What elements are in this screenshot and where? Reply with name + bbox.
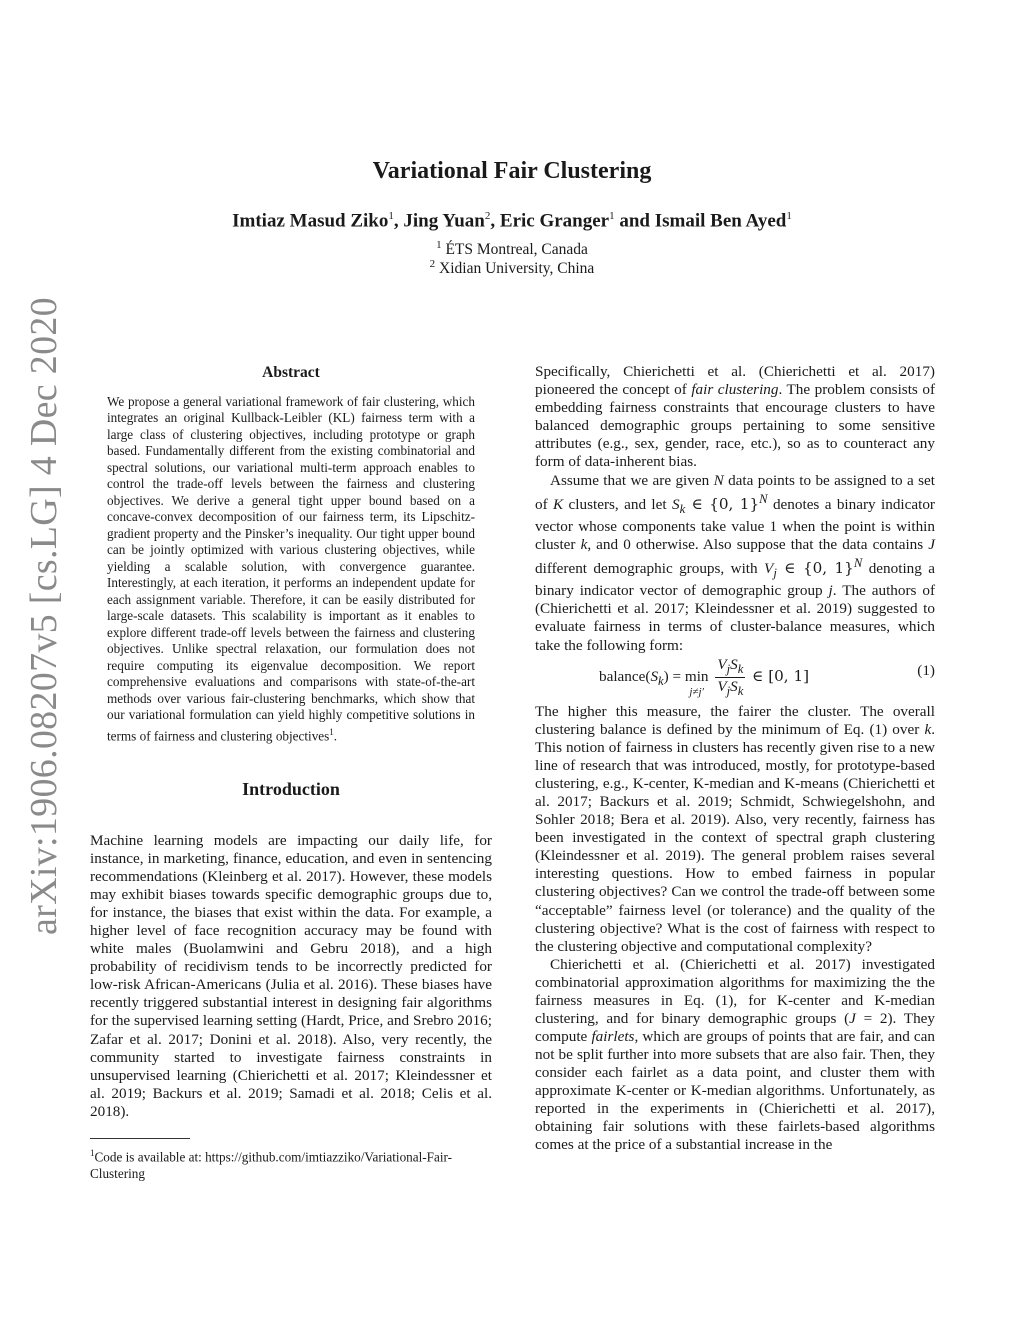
text-run: different demographic groups, with (535, 560, 765, 578)
paragraph (535, 472, 935, 655)
paragraph (535, 703, 935, 956)
text-run: , which are groups of points that are fair, and can not be split further into more subsets that are also fair. Then, they consider each fairlet as a data point, and cluster them with approximate K-center or K-median algorithms. Unfortunately, as reported in the experiments in (Chierichetti et al. 2017), obtaining fair solutions with these fairlets-based algorithms comes at the price of a substantial increase in the (535, 1027, 935, 1154)
emphasis: fair clustering (691, 381, 779, 399)
affiliation-mark: 1 (436, 239, 442, 251)
affiliation-text: ÉTS Montreal, Canada (445, 241, 588, 259)
math-symbol: S (650, 668, 659, 686)
text-run: Assume that we are given (550, 471, 714, 489)
author-affil-mark: 1 (609, 210, 615, 222)
math-symbol: V (717, 678, 727, 696)
affiliation-text: Xidian University, China (439, 260, 595, 278)
math-expression: ∈ {0, 1} (685, 494, 760, 513)
math-subscript: k (658, 674, 664, 689)
text-run: = 2). They compute (535, 1009, 935, 1045)
right-column-top (535, 363, 935, 655)
text-run: . This notion of fairness in clusters has recently given rise to a new line of research that was introduced, mostly, for prototype-based clustering, e.g., K-center, K-median and K-means (Chierichetti et al. 2017; Backurs et al. 2019; Schmidt, Schwiegelshohn, and Sohler 2018; Bera et al. 2019). Also, very recently, fairness has been investigated in the context of spectral graph clustering (Kleindessner et al. 2019). The general problem raises several interesting questions. How to embed fairness in popular clustering objectives? Can we control the trade-off between some “acceptable” fairness level (or tolerance) and the quality of the clustering objective? What is the cost of fairness with respect to the clustering objective and computational complexity? (535, 721, 935, 955)
author-name: Jing Yuan (403, 210, 485, 232)
right-column-bottom (535, 703, 935, 1154)
math-subscript: k (737, 662, 744, 677)
text-run: . The problem consists of embedding fairness constraints that encourage clusters to have balanced demographic groups pertaining to some sensitive attributes (e.g., sex, gender, race, etc.), so as to counteract any form of data-inherent bias. (535, 381, 935, 471)
math-subscript: j (773, 566, 777, 581)
paragraph (535, 363, 935, 472)
footnote (90, 1145, 494, 1182)
equation-balance (535, 646, 935, 699)
equation-min (685, 668, 709, 698)
fraction-numerator (715, 656, 745, 678)
math-symbol: j (828, 582, 833, 600)
arxiv-identifier: arXiv:1906.08207v5 [cs.LG] 4 Dec 2020 (23, 297, 65, 935)
min-operator: min (684, 668, 709, 686)
author-affil-mark: 1 (388, 210, 394, 222)
author-name: Eric Granger (499, 210, 610, 232)
math-symbol: J (849, 1009, 856, 1027)
footnote-mark: 1 (90, 1148, 95, 1158)
introduction-body: Machine learning models are impacting our daily life, for instance, in marketing, finance, education, and even in sentencing recommendations (Kleinberg et al. 2017). However, these models may exhibit biases towards specific demographic groups due to, for instance, the biases that exist within the data. For example, a higher level of face recognition accuracy may be found with white males (Buolamwini and Gebru 2018), and a high probability of recidivism tends to be incorrectly predicted for low-risk African-Americans (Julia et al. 2016). These biases have recently triggered substantial interest in designing fair algorithms for the supervised learning setting (Hardt, Price, and Srebro 2016; Zafar et al. 2017; Donini et al. 2018). Also, very recently, the community started to investigate fairness constraints in unsupervised learning (Chierichetti et al. 2017; Kleindessner et al. 2019; Backurs et al. 2019; Samadi et al. 2018; Celis et al. 2018). (90, 832, 492, 1120)
footnote-text: Code is available at: https://github.com/imtiazziko/Variational-Fair-Clustering (90, 1149, 453, 1181)
paper-title: Variational Fair Clustering (372, 158, 652, 184)
emphasis: fairlets (591, 1027, 635, 1045)
math-symbol: S (730, 656, 738, 673)
text-run: Specifically, Chierichetti et al. (Chierichetti et al. 2017) pioneered the concept of (535, 363, 935, 399)
math-symbol: k (924, 721, 932, 739)
equation-number: (1) (917, 662, 935, 679)
min-subscript: j≠j′ (689, 686, 704, 699)
author-conjunction: and (619, 210, 650, 232)
text-run: . The authors of (Chierichetti et al. 2017; Kleindessner et al. 2019) suggested to evaluate fairness in terms of cluster-balance measures, which take the following form: (535, 582, 936, 654)
abstract-text: We propose a general variational framework of fair clustering, which integrates an original Kullback-Leibler (KL) fairness term with a large class of clustering objectives, including prototype or graph based. Fundamentally different from the existing combinatorial and spectral solutions, our variational multi-term approach enables to control the trade-off levels between the fairness and clustering objectives. We derive a general tight upper bound based on a concave-convex decomposition of our fairness term, its Lipschitz-gradient property and the Pinsker’s inequality. Our tight upper bound can be jointly optimized with various clustering objectives, while yielding a scalable solution, with convergence guarantee. Interestingly, at each iteration, it performs an independent update for each assignment variable. Therefore, it can be easily distributed for large-scale datasets. This scalability is important as it enables to explore different trade-off levels between the fairness and clustering objectives. Unlike spectral relaxation, our formulation does not require computing its eigenvalue decomposition. We report comprehensive evaluations and comparisons with state-of-the-art methods over various fair-clustering benchmarks, which show that our variational formulation can yield highly competitive solutions in terms of fairness and clustering objectives (107, 394, 475, 744)
abstract-body (107, 394, 475, 745)
text-run: denotes a binary indicator vector whose components take value 1 when the point is within cluster (535, 495, 935, 553)
affiliation-mark: 2 (429, 258, 436, 270)
math-symbol: N (713, 471, 724, 489)
equation-rhs: ∈ [0, 1] (752, 667, 810, 686)
math-symbol: k (580, 535, 588, 553)
text-run: data points to be assigned to a set of (535, 471, 936, 513)
abstract-end: . (333, 728, 338, 744)
math-symbol: V (717, 656, 727, 673)
introduction-heading: Introduction (242, 779, 340, 799)
fraction-denominator (715, 678, 745, 699)
math-superscript: N (853, 556, 863, 571)
text-run: denoting a binary indicator vector of demographic group (535, 560, 935, 600)
author-list: Imtiaz Masud Ziko$^1$, Jing Yuan$^2$, Eric Granger$^1$ and Ismail Ben Ayed$^1$ (232, 210, 792, 232)
math-symbol: J (928, 535, 936, 553)
math-symbol: K (553, 495, 564, 513)
math-superscript: N (759, 491, 768, 506)
text-run: The higher this measure, the fairer the cluster. The overall clustering balance is defined by the minimum of Eq. (1) over (535, 703, 935, 739)
text-run: Chierichetti et al. (Chierichetti et al. 2017) investigated combinatorial approximation algorithms for maximizing the the fairness measures in Eq. (1), for K-center and K-median clustering, and for binary demographic groups ( (535, 955, 935, 1027)
math-symbol: S (730, 678, 738, 696)
footnote-marker: 1 (329, 726, 334, 737)
affiliation (0, 258, 1024, 278)
text-run: , and 0 otherwise. Also suppose that the data contains (587, 535, 929, 553)
math-subscript: j (726, 662, 731, 677)
math-subscript: j (726, 684, 731, 699)
paragraph (535, 956, 935, 1155)
abstract-heading: Abstract (262, 364, 320, 381)
math-symbol: V (764, 560, 774, 578)
author-affil-mark: 2 (484, 210, 491, 222)
author-affil-mark: 1 (786, 210, 792, 222)
affiliation (0, 239, 1024, 259)
equation-body: $balance(S_k)$ = min j≠j′ $V_jS_k$ $V_jS_k$ ∈ [0, 1] (599, 656, 810, 699)
math-symbol: S (671, 495, 680, 513)
math-subscript: k (679, 501, 686, 516)
equation-fraction (715, 656, 745, 699)
equation-lhs: balance( (599, 668, 651, 686)
author-name: Ismail Ben Ayed (654, 210, 787, 232)
math-subscript: k (737, 684, 744, 699)
author-name: Imtiaz Masud Ziko (232, 210, 389, 232)
text-run: clusters, and let (563, 495, 672, 513)
math-expression: ∈ {0, 1} (776, 559, 854, 578)
footnote-divider (90, 1138, 190, 1139)
